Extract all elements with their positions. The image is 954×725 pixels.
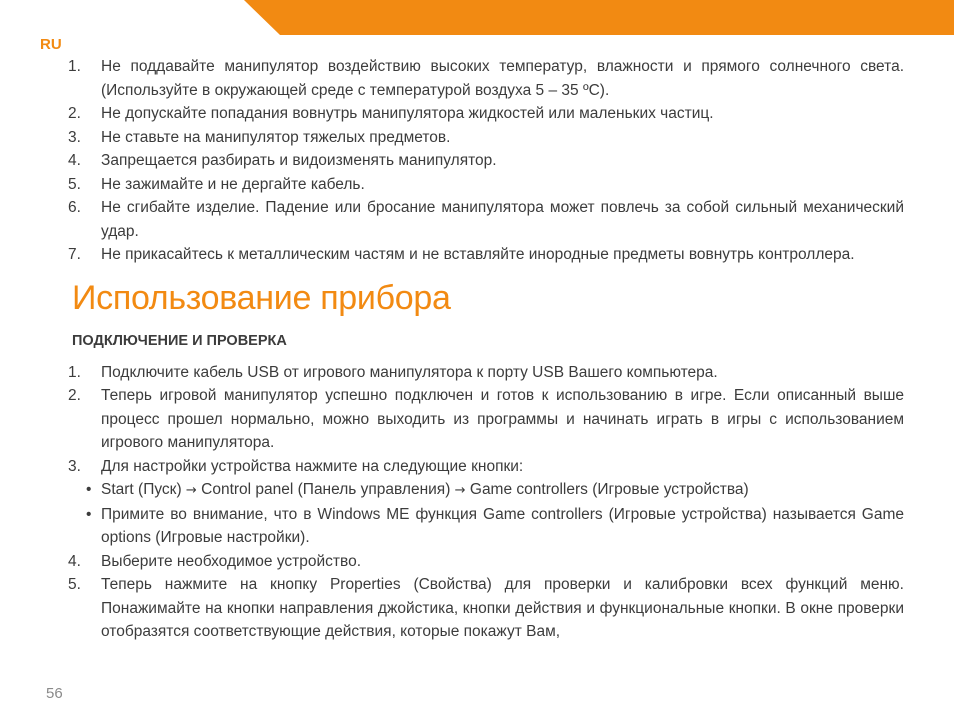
list-item: 1. Подключите кабель USB от игрового манипулятора к порту USB Вашего компьютера. — [68, 363, 718, 381]
section-heading: Использование прибора — [72, 278, 451, 317]
list-item: 5. Теперь нажмите на кнопку Properties (Свойства) для проверки и калибровки всех функций меню. Понажимайте на кнопки направления джойстика, кнопки действия и функциональные кнопки. В окне проверки отобразятся соответствующие действия, которые покажут Вам, — [68, 576, 904, 640]
bullet-icon: • — [86, 481, 92, 498]
orange-header-band — [0, 0, 954, 35]
page-content — [68, 55, 904, 644]
bullet-item: • Start (Пуск) → Control panel (Панель управления) → Game controllers (Игровые устройства) — [68, 478, 904, 503]
list-item: 1. Не поддавайте манипулятор воздействию высоких температур, влажности и прямого солнечного света. (Используйте в окружающей среде с температурой воздуха 5 – 35 ºС). — [68, 58, 904, 99]
page-number: 56 — [46, 685, 63, 702]
list-item: 3. Для настройки устройства нажмите на следующие кнопки: — [68, 457, 524, 475]
safety-list — [68, 55, 904, 267]
section-subheading: ПОДКЛЮЧЕНИЕ И ПРОВЕРКА — [72, 332, 287, 349]
bullet-item: • Примите во внимание, что в Windows ME функция Game controllers (Игровые устройства) называется Game options (Игровые настройки). — [68, 503, 904, 550]
arrow-right-icon: → — [454, 483, 466, 498]
list-item: 2. Теперь игровой манипулятор успешно подключен и готов к использованию в игре. Если описанный выше процесс прошел нормально, можно выходить из программы и начинать играть в игры с использованием игрового манипулятора. — [68, 387, 904, 451]
list-item: 4. Запрещается разбирать и видоизменять манипулятор. — [68, 152, 497, 169]
arrow-right-icon: → — [185, 483, 197, 498]
list-item: 6. Не сгибайте изделие. Падение или бросание манипулятора может повлечь за собой сильный механический удар. — [68, 199, 904, 240]
list-item: 7. Не прикасайтесь к металлическим частям и не вставляйте инородные предметы вовнутрь контроллера. — [68, 246, 855, 263]
list-item: 3. Не ставьте на манипулятор тяжелых предметов. — [68, 128, 451, 146]
connection-steps — [68, 361, 904, 644]
list-item: 2. Не допускайте попадания вовнутрь манипулятора жидкостей или маленьких частиц. — [68, 105, 714, 122]
list-item: 5. Не зажимайте и не дергайте кабель. — [68, 175, 365, 193]
list-item: 4. Выберите необходимое устройство. — [68, 552, 362, 570]
language-label: RU — [40, 36, 62, 53]
bullet-icon: • — [86, 505, 92, 523]
